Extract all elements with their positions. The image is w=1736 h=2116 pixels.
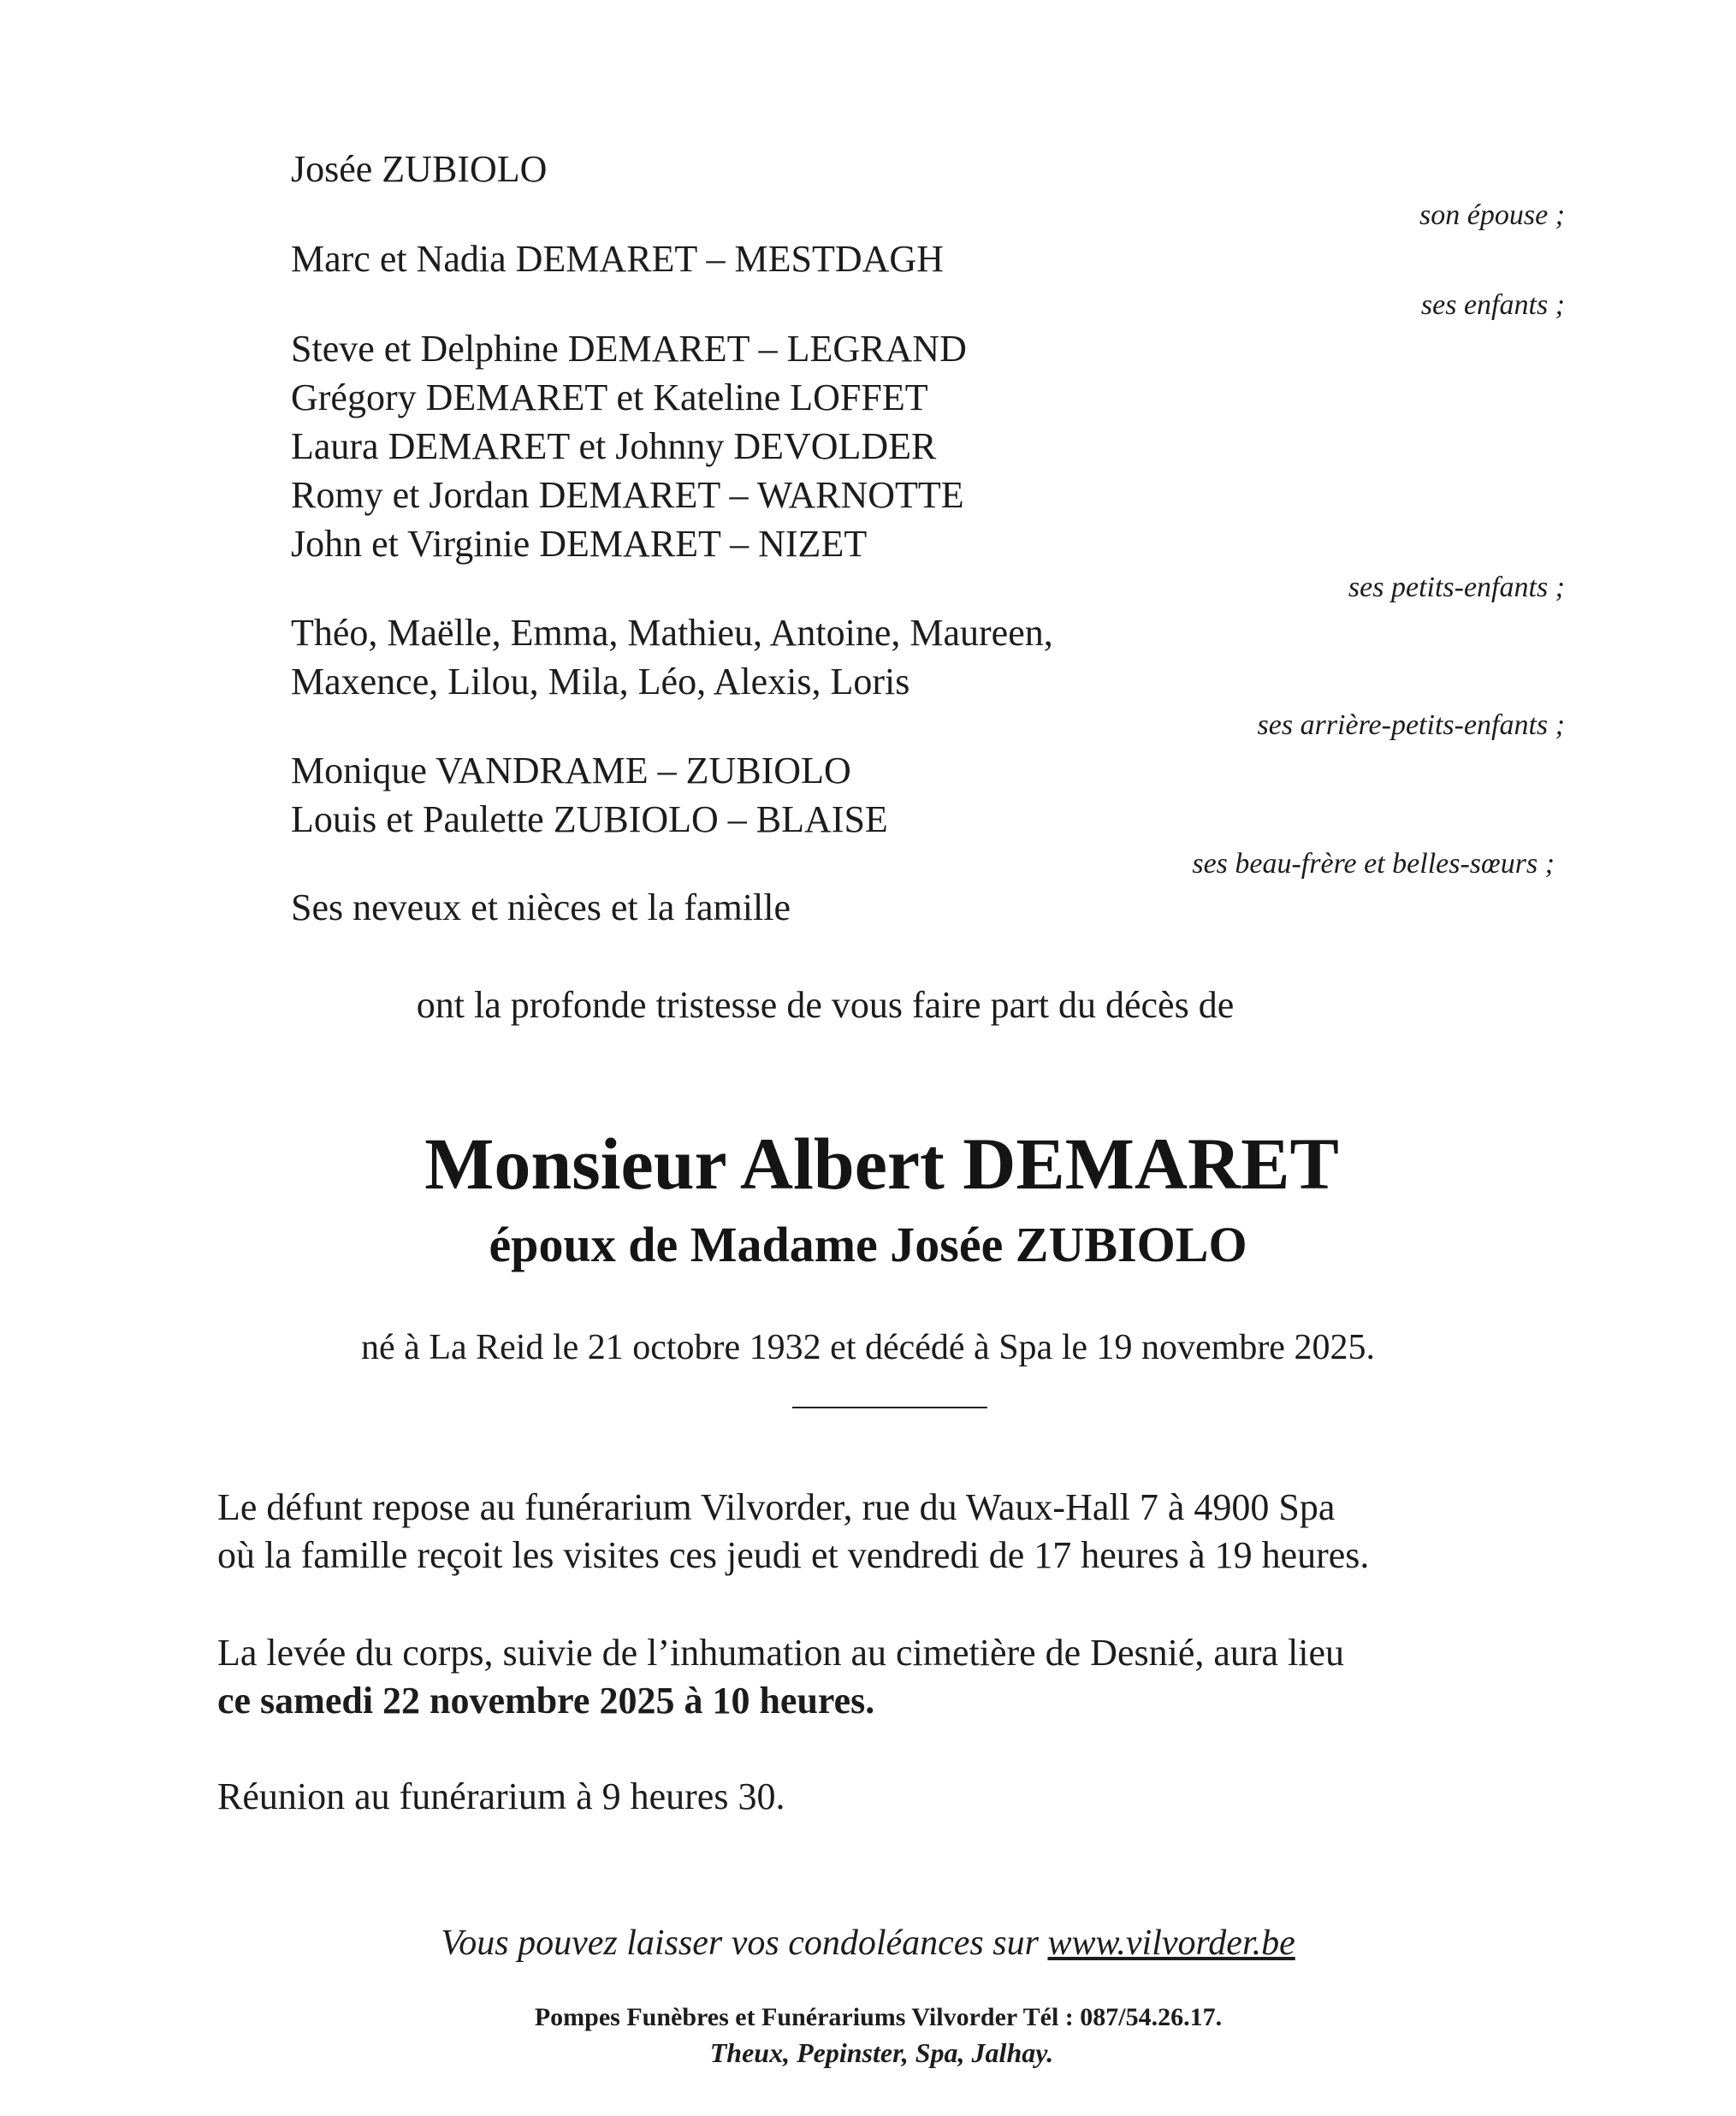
great-grandchildren-role: ses arrière-petits-enfants ;	[1257, 709, 1565, 741]
spouse-role: son épouse ;	[1419, 199, 1565, 231]
deceased-name: Monsieur Albert DEMARET	[424, 1123, 1339, 1205]
ceremony-line-1: La levée du corps, suivie de l’inhumation au cimetière de Desnié, aura lieu	[217, 1632, 1345, 1674]
repose-line-2: où la famille reçoit les visites ces jeudi et vendredi de 17 heures à 19 heures.	[217, 1534, 1370, 1576]
condolences-line	[0, 1920, 1736, 1966]
divider-line	[792, 1407, 987, 1408]
in-law-line: Monique VANDRAME – ZUBIOLO	[291, 750, 851, 791]
ceremony-date: ce samedi 22 novembre 2025 à 10 heures.	[217, 1680, 875, 1722]
great-grandchildren-line: Maxence, Lilou, Mila, Léo, Alexis, Loris	[291, 661, 910, 702]
repose-line-1: Le défunt repose au funérarium Vilvorder, rue du Waux-Hall 7 à 4900 Spa	[217, 1486, 1336, 1528]
grandchild-line: Laura DEMARET et Johnny DEVOLDER	[291, 425, 937, 467]
funeral-home-locations: Theux, Pepinster, Spa, Jalhay.	[709, 2037, 1054, 2068]
meeting-info: Réunion au funérarium à 9 heures 30.	[217, 1775, 785, 1817]
extended-family: Ses neveux et nièces et la famille	[291, 886, 791, 928]
grandchild-line: Grégory DEMARET et Kateline LOFFET	[291, 376, 928, 418]
condolences-link[interactable]: www.vilvorder.be	[1047, 1923, 1295, 1963]
deceased-spouse-line: époux de Madame Josée ZUBIOLO	[489, 1217, 1247, 1272]
announcement-text: ont la profonde tristesse de vous faire part du décès de	[416, 984, 1235, 1026]
children-role: ses enfants ;	[1420, 289, 1565, 321]
great-grandchildren-line: Théo, Maëlle, Emma, Mathieu, Antoine, Maureen,	[291, 612, 1053, 654]
in-laws-role: ses beau-frère et belles-sœurs ;	[1192, 848, 1555, 880]
grandchild-line: Romy et Jordan DEMARET – WARNOTTE	[291, 474, 964, 516]
grandchild-line: John et Virginie DEMARET – NIZET	[291, 523, 868, 565]
condolences-text: Vous pouvez laisser vos condoléances sur	[441, 1923, 1039, 1963]
spouse-name: Josée ZUBIOLO	[291, 148, 548, 190]
children-names: Marc et Nadia DEMARET – MESTDAGH	[291, 238, 944, 280]
in-law-line: Louis et Paulette ZUBIOLO – BLAISE	[291, 798, 888, 840]
birth-death-dates: né à La Reid le 21 octobre 1932 et décédé à Spa le 19 novembre 2025.	[361, 1328, 1375, 1367]
grandchild-line: Steve et Delphine DEMARET – LEGRAND	[291, 328, 967, 370]
grandchildren-role: ses petits-enfants ;	[1348, 572, 1565, 603]
funeral-home-info: Pompes Funèbres et Funérariums Vilvorder Tél : 087/54.26.17.	[534, 2003, 1223, 2031]
